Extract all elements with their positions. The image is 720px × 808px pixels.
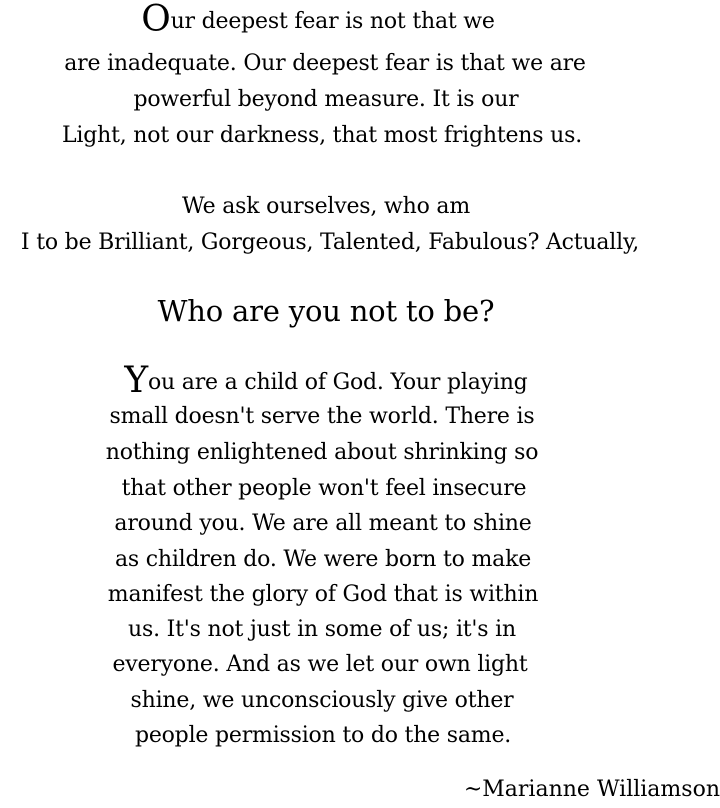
dropcap-o: O bbox=[141, 0, 171, 40]
dropcap-y: Y bbox=[124, 360, 148, 401]
quote-line-6: I to be Brilliant, Gorgeous, Talented, Fabulous? Actually, bbox=[20, 230, 640, 255]
headline: Who are you not to be? bbox=[157, 294, 495, 328]
quote-line-9: nothing enlightened about shrinking so bbox=[105, 440, 539, 465]
quote-line-16: shine, we unconsciously give other bbox=[130, 688, 514, 713]
quote-line-17: people permission to do the same. bbox=[134, 723, 512, 748]
quote-line-10: that other people won't feel insecure bbox=[121, 476, 527, 501]
quote-line-7 bbox=[0, 360, 686, 401]
quote-line-13: manifest the glory of God that is within bbox=[107, 582, 539, 607]
quote-line-2: are inadequate. Our deepest fear is that we are bbox=[64, 51, 586, 76]
quote-line-15: everyone. And as we let our own light bbox=[112, 652, 528, 677]
quote-line-11: around you. We are all meant to shine bbox=[114, 511, 532, 536]
quote-line-14: us. It's not just in some of us; it's in bbox=[128, 617, 516, 642]
attribution: ~Marianne Williamson bbox=[463, 777, 720, 802]
quote-line-4: Light, not our darkness, that most frightens us. bbox=[61, 123, 582, 148]
quote-line-12: as children do. We were born to make bbox=[114, 547, 532, 572]
quote-text: ou are a child of God. Your playing bbox=[148, 370, 528, 395]
quote-text: ur deepest fear is not that we bbox=[170, 9, 495, 34]
quote-line-8: small doesn't serve the world. There is bbox=[109, 404, 535, 429]
quote-line-3: powerful beyond measure. It is our bbox=[133, 87, 519, 112]
quote-line-1 bbox=[0, 0, 678, 40]
quote-line-5: We ask ourselves, who am bbox=[182, 194, 470, 219]
